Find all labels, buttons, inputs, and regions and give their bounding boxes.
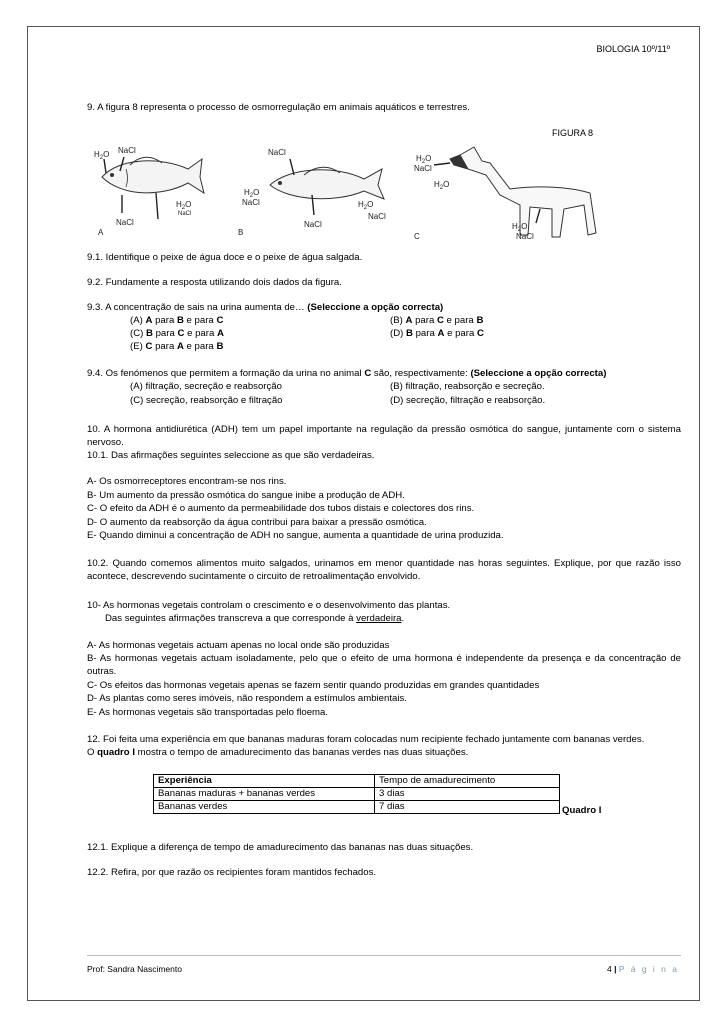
fig-a-nacl-top: NaCl [118, 146, 136, 155]
q9-2: 9.2. Fundamente a resposta utilizando dois dados da figura. [87, 277, 342, 288]
fish-a-illustration [102, 157, 204, 193]
fig-b-h2o-left: $H_2O$ [244, 188, 260, 199]
table-row [154, 801, 560, 814]
table-row [154, 788, 560, 801]
figure-label: FIGURA 8 [552, 128, 594, 138]
q9-3-option-c[interactable]: (C) B para C e para A [130, 328, 224, 339]
footer-page: 4 | P á g i n a [607, 964, 679, 974]
q12-1: 12.1. Explique a diferença de tempo de amadurecimento das bananas nas duas situações. [87, 842, 474, 853]
fig-a-h2o-label: $H_2O$ [94, 150, 110, 161]
fig-c-nacl-bottom: NaCl [516, 232, 534, 241]
q10-item-c: C- O efeito da ADH é o aumento da permeabilidade dos tubos distais e colectores dos rins. [87, 503, 475, 514]
fish-b-illustration [270, 167, 384, 199]
q10b-item-a: A- As hormonas vegetais actuam apenas no local onde são produzidas [87, 640, 390, 651]
fig-b-h2o-right: $H_2O$ [358, 200, 374, 211]
table-cell: 7 dias [375, 801, 560, 814]
fig-c-nacl-top: NaCl [414, 164, 432, 173]
q10b-intro: 10- As hormonas vegetais controlam o crescimento e o desenvolvimento das plantas. [87, 600, 451, 611]
quadro-i-table [153, 774, 560, 814]
table-cell: Bananas maduras + bananas verdes [154, 788, 375, 801]
table-caption: Quadro I [562, 805, 602, 816]
q9-3-option-d[interactable]: (D) B para A e para C [390, 328, 484, 339]
fig-c-arrow-down [536, 209, 540, 223]
q10b-item-e: E- As hormonas vegetais são transportadas pelo floema. [87, 707, 329, 718]
fig-label-c: C [414, 232, 420, 241]
q9-1: 9.1. Identifique o peixe de água doce e o peixe de água salgada. [87, 252, 363, 263]
q10b-item-b: B- As hormonas vegetais actuam isoladamente, pelo que o efeito de uma hormona é independente da presença e da concentração de outras. [87, 653, 681, 677]
fig-a-arrow-in [104, 159, 106, 173]
q12-2: 12.2. Refira, por que razão os recipientes foram mantidos fechados. [87, 867, 377, 878]
q10-2: 10.2. Quando comemos alimentos muito salgados, urinamos em menor quantidade nas horas seguintes. Explique, por que razão isso acontece, descrevendo sucintamente o circuito de retroalimentação envolvido. [87, 558, 681, 582]
q9-4-stem: 9.4. Os fenómenos que permitem a formação da urina no animal C são, respectivamente: (Seleccione a opção correcta) [87, 368, 607, 379]
fig-b-nacl-left: NaCl [242, 198, 260, 207]
q10b-sub: Das seguintes afirmações transcreva a que corresponde à verdadeira. [105, 613, 405, 624]
fig-a-h2o-right: $H_2O$ [176, 200, 192, 211]
q9-intro: 9. A figura 8 representa o processo de osmorregulação em animais aquáticos e terrestres. [87, 102, 470, 113]
fig-c-h2o-bottom: $H_2O$ [512, 222, 528, 233]
q9-3-option-b[interactable]: (B) A para C e para B [390, 315, 484, 326]
q9-3-option-a[interactable]: (A) A para B e para C [130, 315, 224, 326]
footer-author: Prof: Sandra Nascimento [87, 964, 182, 974]
q10-item-d: D- O aumento da reabsorção da água contribui para baixar a pressão osmótica. [87, 517, 427, 528]
q9-4-option-b[interactable]: (B) filtração, reabsorção e secreção. [390, 381, 545, 392]
table-cell: Bananas verdes [154, 801, 375, 814]
q10-item-a: A- Os osmorreceptores encontram-se nos rins. [87, 476, 287, 487]
fig-b-nacl-right: NaCl [368, 212, 386, 221]
header-subject: BIOLOGIA 10º/11º [596, 44, 670, 54]
q9-4-option-d[interactable]: (D) secreção, filtração e reabsorção. [390, 395, 546, 406]
fig-c-arrow-in [434, 163, 450, 165]
table-header-cell: Experiência [154, 775, 375, 788]
fig-a-nacl-small: NaCl [178, 211, 192, 217]
fig-label-a: A [98, 228, 104, 237]
q10b-item-d: D- As plantas como seres imóveis, não respondem a estímulos ambientais. [87, 693, 407, 704]
q10-item-e: E- Quando diminui a concentração de ADH no sangue, aumenta a quantidade de urina produzida. [87, 530, 504, 541]
q9-3-stem: 9.3. A concentração de sais na urina aumenta de… (Seleccione a opção correcta) [87, 302, 444, 313]
fig-c-h2o-mid: $H_2O$ [434, 180, 450, 191]
q10-intro: 10. A hormona antidiurética (ADH) tem um papel importante na regulação da pressão osmótica do sangue, juntamente com o sistema nervoso. [87, 424, 681, 448]
fig-b-nacl-top: NaCl [268, 148, 286, 157]
q12-intro: 12. Foi feita uma experiência em que bananas maduras foram colocadas num recipiente fechado juntamente com bananas verdes. [87, 734, 645, 745]
table-cell: 3 dias [375, 788, 560, 801]
q9-4-option-a[interactable]: (A) filtração, secreção e reabsorção [130, 381, 282, 392]
fig-a-nacl-bottom: NaCl [116, 218, 134, 227]
table-header-row [154, 775, 560, 788]
q12-intro2: O quadro I mostra o tempo de amadurecimento das bananas verdes nas duas situações. [87, 747, 469, 758]
q9-4-option-c[interactable]: (C) secreção, reabsorção e filtração [130, 395, 283, 406]
fig-label-b: B [238, 228, 244, 237]
footer-divider [87, 955, 681, 956]
q10-item-b: B- Um aumento da pressão osmótica do sangue inibe a produção de ADH. [87, 490, 405, 501]
table-header-cell: Tempo de amadurecimento [375, 775, 560, 788]
fig-c-h2o-top: $H_2O$ [416, 154, 432, 165]
osmoregulation-figure [90, 135, 610, 247]
q9-3-option-e[interactable]: (E) C para A e para B [130, 341, 224, 352]
q10b-item-c: C- Os efeitos das hormonas vegetais apenas se fazem sentir quando produzidas em grandes quantidades [87, 680, 540, 691]
q10-1: 10.1. Das afirmações seguintes seleccione as que são verdadeiras. [87, 450, 375, 461]
fig-b-arrow-top [290, 159, 294, 175]
fig-b-nacl-bottom: NaCl [304, 220, 322, 229]
fig-a-arrow-down [156, 193, 158, 219]
